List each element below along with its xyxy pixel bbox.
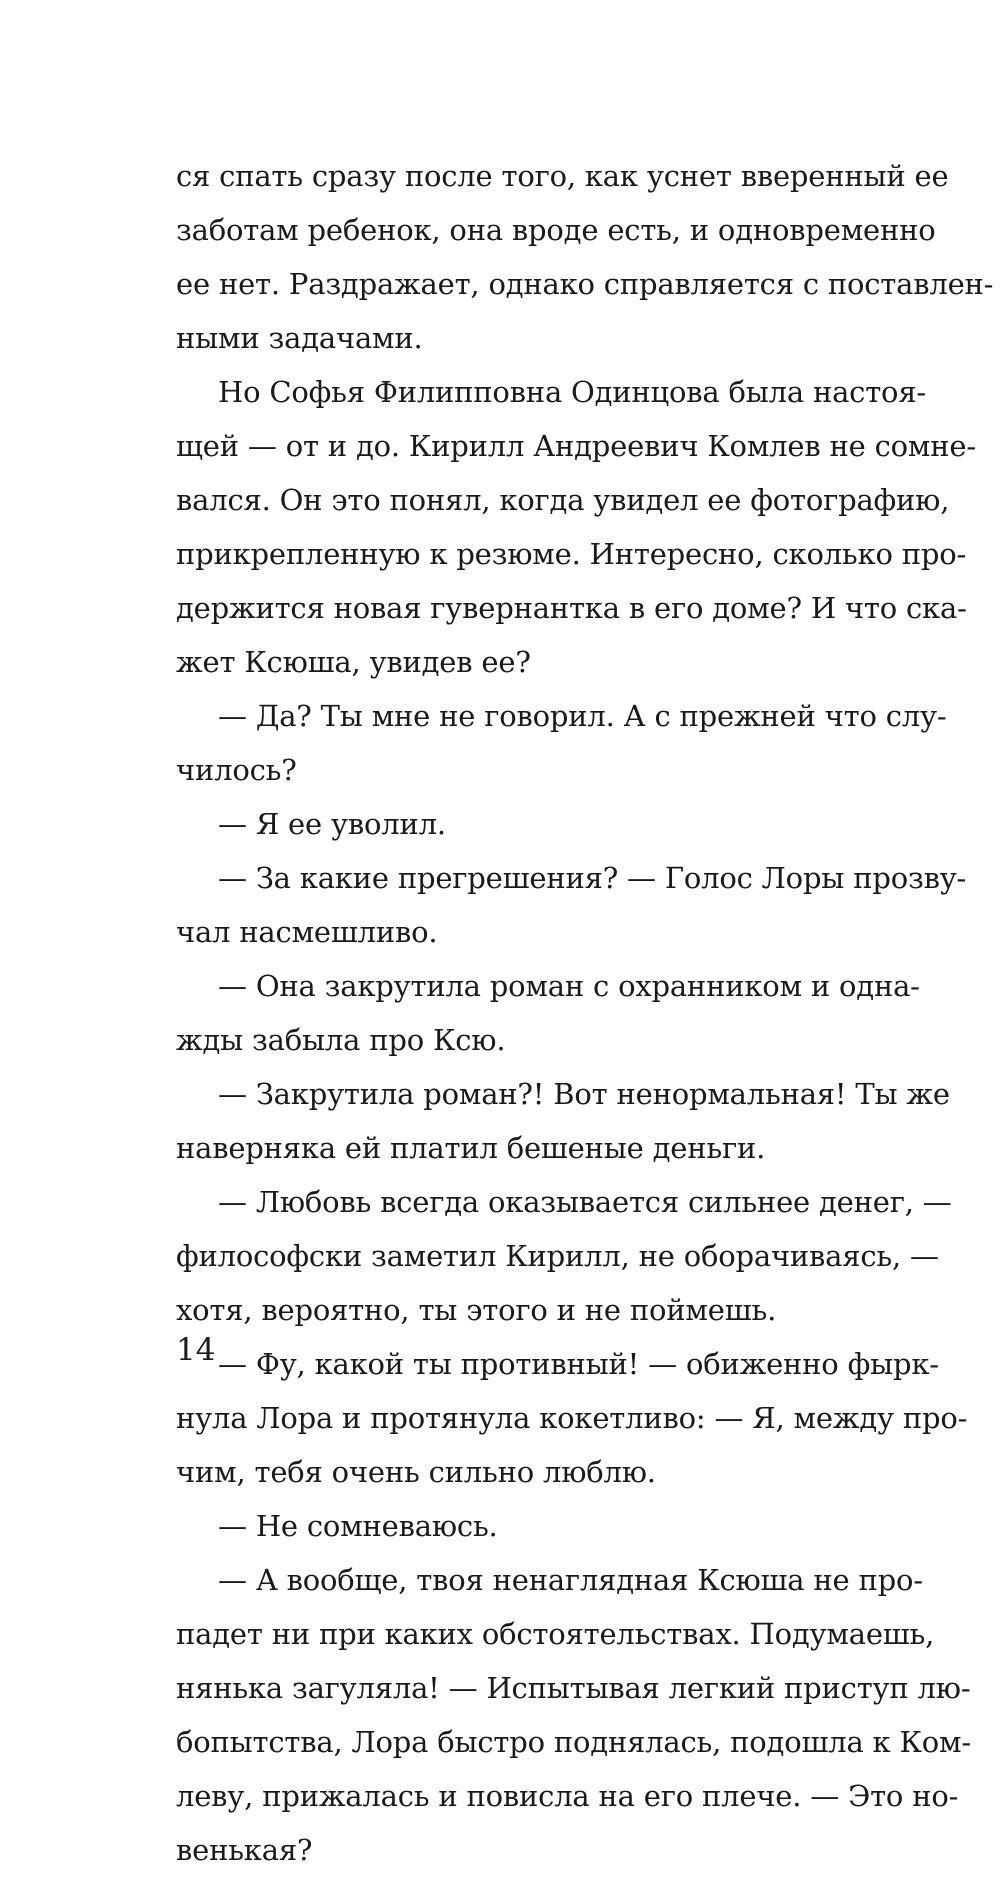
text-line: жды забыла про Ксю. <box>176 1023 506 1057</box>
text-line: нянька загуляла! — Испытывая легкий приступ лю- <box>176 1671 971 1705</box>
text-line: жет Ксюша, увидев ее? <box>176 645 531 679</box>
text-line: держится новая гувернантка в его доме? И что ска- <box>176 591 967 625</box>
text-line: хотя, вероятно, ты этого и не поймешь. <box>176 1293 777 1327</box>
page-number: 14 <box>176 1332 216 1368</box>
text-line: чал насмешливо. <box>176 915 438 949</box>
text-line: философски заметил Кирилл, не оборачиваясь, — <box>176 1239 939 1273</box>
text-line: ными задачами. <box>176 321 423 355</box>
text-line: — Я ее уволил. <box>218 807 446 841</box>
body-text <box>176 149 994 1877</box>
text-line: заботам ребенок, она вроде есть, и одновременно <box>176 213 936 247</box>
text-line: прикрепленную к резюме. Интересно, сколько про- <box>176 537 967 571</box>
text-line: — А вообще, твоя ненаглядная Ксюша не про- <box>218 1563 923 1597</box>
text-line: — За какие прегрешения? — Голос Лоры прозву- <box>218 861 967 895</box>
text-line: бопытства, Лора быстро поднялась, подошла к Ком- <box>176 1725 971 1759</box>
text-line: — Не сомневаюсь. <box>218 1509 498 1543</box>
text-line: Но Софья Филипповна Одинцова была настоя- <box>218 375 927 409</box>
text-line: вался. Он это понял, когда увидел ее фотографию, <box>176 483 950 517</box>
text-line: ее нет. Раздражает, однако справляется с поставлен- <box>176 267 994 301</box>
text-line: — Она закрутила роман с охранником и одна- <box>218 969 920 1003</box>
text-line: падет ни при каких обстоятельствах. Подумаешь, <box>176 1617 935 1651</box>
text-line: — Закрутила роман?! Вот ненормальная! Ты же <box>218 1077 950 1111</box>
text-line: венькая? <box>176 1833 313 1867</box>
text-line: наверняка ей платил бешеные деньги. <box>176 1131 766 1165</box>
text-line: чилось? <box>176 753 297 787</box>
text-line: ся спать сразу после того, как уснет вверенный ее <box>176 159 949 193</box>
text-line: нула Лора и протянула кокетливо: — Я, между про- <box>176 1401 968 1435</box>
text-line: — Да? Ты мне не говорил. А с прежней что слу- <box>218 699 947 733</box>
text-line: чим, тебя очень сильно люблю. <box>176 1455 656 1489</box>
text-line: щей — от и до. Кирилл Андреевич Комлев не сомне- <box>176 429 976 463</box>
text-line: леву, прижалась и повисла на его плече. — Это но- <box>176 1779 959 1813</box>
text-line: — Фу, какой ты противный! — обиженно фырк- <box>218 1347 939 1381</box>
text-line: — Любовь всегда оказывается сильнее денег, — <box>218 1185 952 1219</box>
